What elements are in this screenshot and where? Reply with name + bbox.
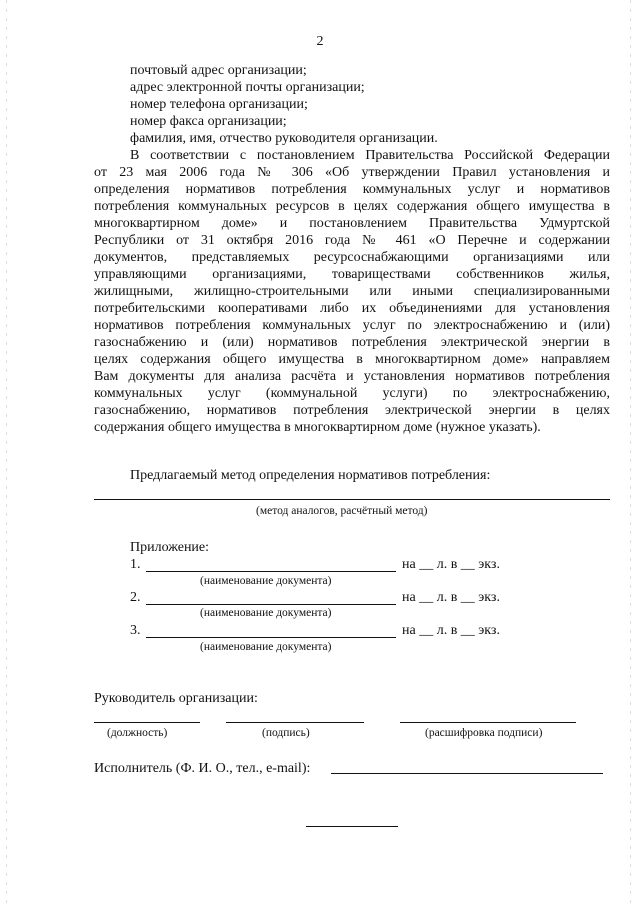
appendix-item-suffix: на __ л. в __ экз.	[402, 590, 500, 605]
body-line: Вам документы для анализа расчёта и установления нормативов потребления	[94, 369, 610, 384]
signature-fill-line[interactable]	[226, 722, 364, 723]
appendix-item-fill-line[interactable]	[146, 637, 396, 638]
appendix-item-caption: (наименование документа)	[200, 641, 332, 653]
executor-fill-line[interactable]	[331, 773, 603, 774]
position-fill-line[interactable]	[94, 722, 200, 723]
executor-label: Исполнитель (Ф. И. О., тел., e-mail):	[94, 761, 311, 776]
sign-caption: (подпись)	[262, 727, 310, 739]
body-line: целях содержания общего имущества в многоквартирном доме» направляем	[94, 352, 610, 367]
position-caption: (должность)	[107, 727, 168, 739]
appendix-item-fill-line[interactable]	[146, 604, 396, 605]
body-line: нормативов потребления коммунальных услуг по электроснабжению и (или)	[94, 318, 610, 333]
closing-rule	[306, 826, 398, 827]
appendix-item-number: 2.	[130, 590, 141, 605]
appendix-title: Приложение:	[130, 540, 210, 555]
appendix-item-fill-line[interactable]	[146, 571, 396, 572]
body-line: многоквартирном доме» и постановлением Правительства Удмуртской	[94, 216, 610, 231]
contact-item: почтовый адрес организации;	[130, 63, 307, 78]
contact-item: номер факса организации;	[130, 114, 287, 129]
left-scan-edge	[6, 0, 7, 905]
method-fill-line[interactable]	[94, 499, 610, 500]
appendix-item-suffix: на __ л. в __ экз.	[402, 623, 500, 638]
body-line: коммунальных услуг (коммунальной услуги) по электроснабжению,	[94, 386, 610, 401]
body-line: потребления коммунальных ресурсов в целях содержания общего имущества в	[94, 199, 610, 214]
body-line: содержания общего имущества в многоквартирном доме (нужное указать).	[94, 420, 541, 435]
contact-item: номер телефона организации;	[130, 97, 308, 112]
appendix-item-number: 1.	[130, 557, 141, 572]
body-line: управляющими организациями, товариществами собственников жилья,	[94, 267, 610, 282]
page-number: 2	[316, 34, 324, 49]
contact-item: фамилия, имя, отчество руководителя организации.	[130, 131, 438, 146]
appendix-item-caption: (наименование документа)	[200, 607, 332, 619]
signature-decode-fill-line[interactable]	[400, 722, 576, 723]
contact-item: адрес электронной почты организации;	[130, 80, 365, 95]
signature-title: Руководитель организации:	[94, 691, 258, 706]
appendix-item-caption: (наименование документа)	[200, 575, 332, 587]
body-line: потребительскими кооперативами либо их объединениями для установления	[94, 301, 610, 316]
body-line: газоснабжению и (или) нормативов потребления электрической энергии в	[94, 335, 610, 350]
right-scan-edge	[630, 0, 631, 905]
body-line: Республики от 31 октября 2016 года № 461 «О Перечне и содержании	[94, 233, 610, 248]
body-line: газоснабжению, нормативов потребления электрической энергии в целях	[94, 403, 610, 418]
appendix-item-number: 3.	[130, 623, 141, 638]
method-label: Предлагаемый метод определения нормативов потребления:	[130, 468, 491, 483]
body-line: жилищными, жилищно-строительными или иными специализированными	[94, 284, 610, 299]
decode-caption: (расшифровка подписи)	[425, 727, 543, 739]
appendix-item-suffix: на __ л. в __ экз.	[402, 557, 500, 572]
method-caption: (метод аналогов, расчётный метод)	[256, 505, 428, 517]
body-line: от 23 мая 2006 года № 306 «Об утверждении Правил установления и	[94, 165, 610, 180]
body-line: документов, представляемых ресурсоснабжающими организациями или	[94, 250, 610, 265]
body-line: определения нормативов потребления коммунальных услуг и нормативов	[94, 182, 610, 197]
body-line: В соответствии с постановлением Правительства Российской Федерации	[130, 148, 610, 163]
